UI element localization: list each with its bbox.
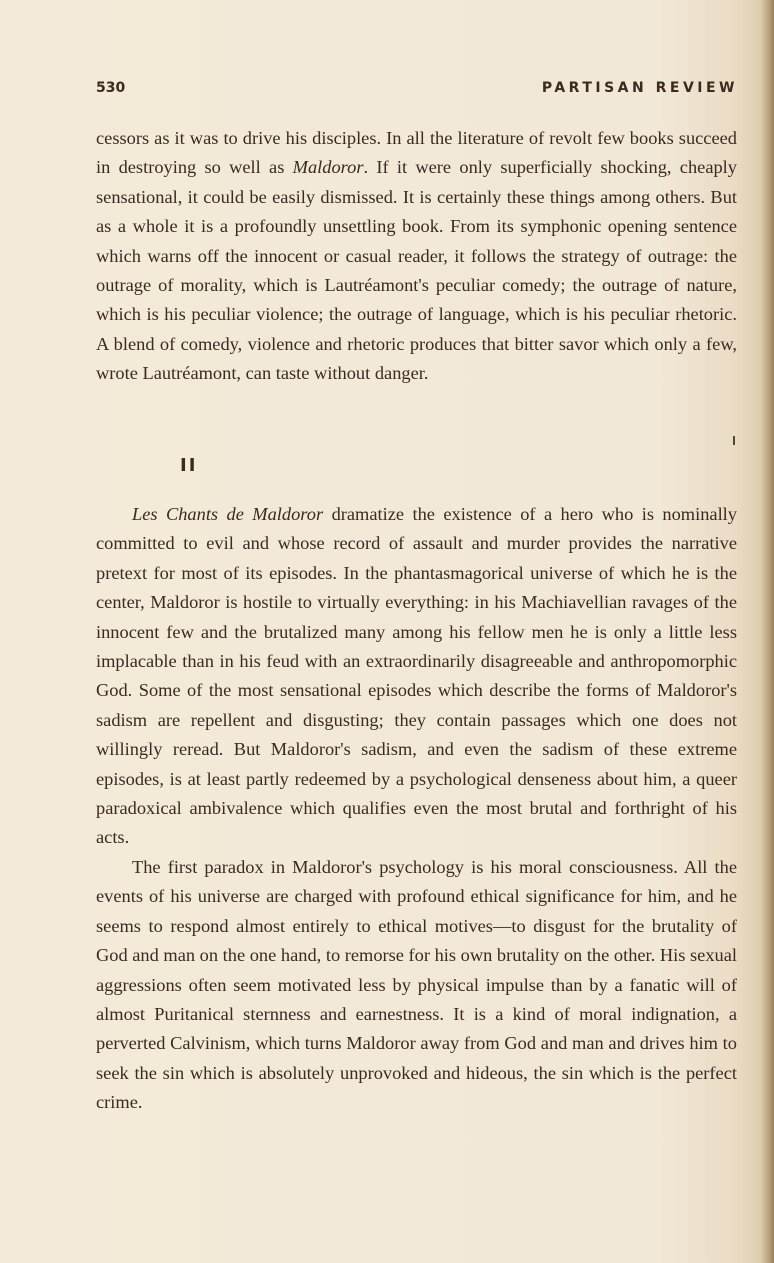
paragraph-1-before: cessors as it was to drive his disciples. In all the literature of revolt few books succeed in destroying so well as [96,128,737,178]
paragraph-2 [96,500,737,853]
paragraph-continued [96,124,737,389]
page-header [96,80,738,104]
page-edge-shadow [760,0,774,1263]
section-number: II [180,455,198,476]
page-number: 530 [96,80,126,96]
stray-ink-mark [733,436,735,445]
running-head: PARTISAN REVIEW [541,80,738,96]
paragraph-3: The first paradox in Maldoror's psychology is his moral consciousness. All the events of his universe are charged with profound ethical significance for him, and he seems to respond almost entirely to ethical motives—to disgust for the brutality of God and man on the one hand, to remorse for his own brutality on the other. His sexual aggressions often seem motivated less by physical impulse than by a fanatic will of almost Puritanical sternness and earnestness. It is a kind of moral indignation, a perverted Calvinism, which turns Maldoror away from God and man and drives him to seek the sin which is absolutely unprovoked and hideous, the sin which is the perfect crime. [96,856,737,1113]
paragraph-1 [96,124,737,389]
paragraph-1-after: . If it were only superficially shocking, cheaply sensational, it could be easily dismissed. It is certainly these things among others. But as a whole it is a profoundly unsettling book. From its symphonic opening sentence which warns off the innocent or casual reader, it follows the strategy of outrage: the outrage of morality, which is Lautréamont's peculiar comedy; the outrage of nature, which is his peculiar violence; the outrage of language, which is his peculiar rhetoric. A blend of comedy, violence and rhetoric produces that bitter savor which only a few, wrote Lautréamont, can taste without danger. [96,157,737,384]
book-title-maldoror: Maldoror [292,157,364,178]
section-body [96,500,737,1118]
book-title-les-chants: Les Chants de Maldoror [132,504,324,524]
paragraph-2-after: dramatize the existence of a hero who is nominally committed to evil and whose record of assault and murder provides the narrative pretext for most of its episodes. In the phantasmagorical universe of which he is the center, Maldoror is hostile to virtually everything: in his Machiavellian ravages of the innocent few and the brutalized many among his fellow men he is only a little less implacable than in his feud with an extraordinarily disagreeable and anthropomorphic God. Some of the most sensational episodes which describe the forms of Maldoror's sadism are repellent and disgusting; they contain passages which one does not willingly reread. But Maldoror's sadism, and even the sadism of these extreme episodes, is at least partly redeemed by a psychological denseness about him, a queer paradoxical ambivalence which qualifies even the most brutal and forthright of his acts. [96,504,737,848]
